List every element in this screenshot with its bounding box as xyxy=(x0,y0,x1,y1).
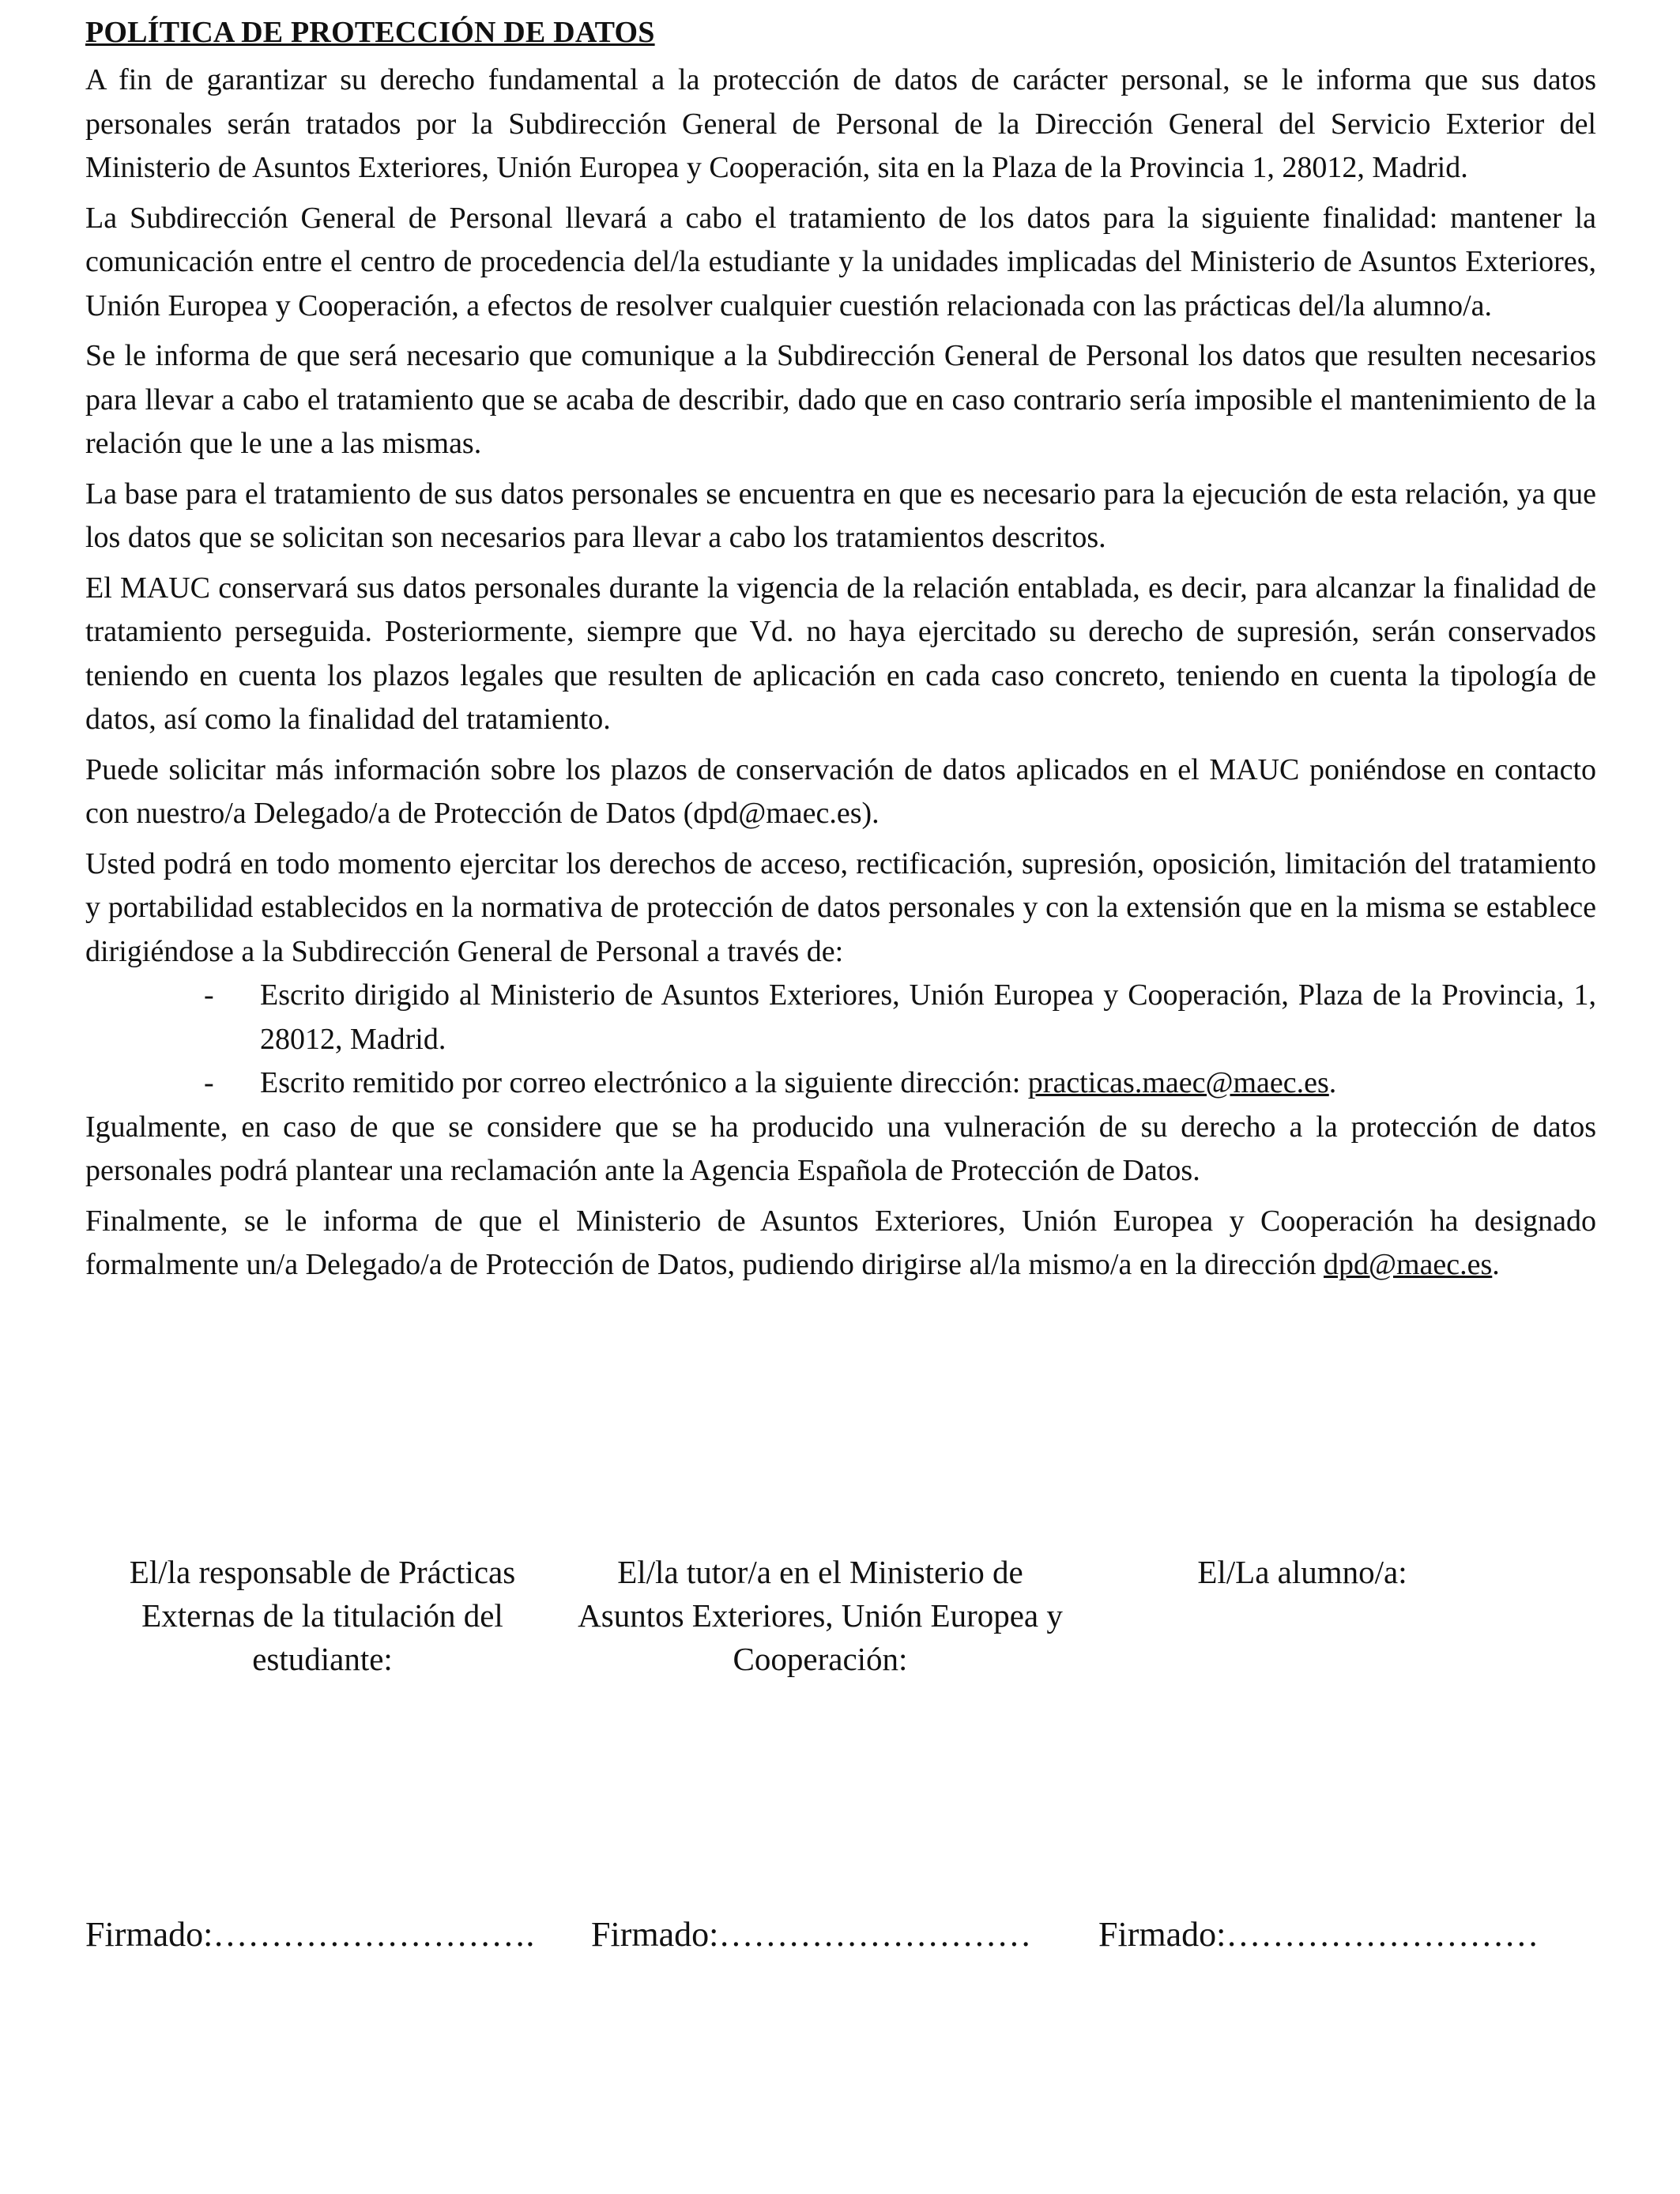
paragraph-delegado-text: Finalmente, se le informa de que el Ministerio de Asuntos Exteriores, Unión Europea y Cooperación ha designado formalmente un/a Delegado/a de Protección de Datos, pudiendo dirigirse al/la mismo/a en la dirección xyxy=(85,1204,1596,1281)
paragraph-derechos: Usted podrá en todo momento ejercitar los derechos de acceso, rectificación, supresión, oposición, limitación del tratamiento y portabilidad establecidos en la normativa de protección de datos personales y con la extensión que en la misma se establece dirigiéndose a la Subdirección General de Personal a través de: xyxy=(85,846,1596,968)
list-item xyxy=(85,974,1596,1061)
paragraph-reclamacion: Igualmente, en caso de que se considere que se ha producido una vulneración de su derecho a la protección de datos personales podrá plantear una reclamación ante la Agencia Española de Protección de Datos. xyxy=(85,1110,1596,1187)
paragraph-obligacion: Se le informa de que será necesario que comunique a la Subdirección General de Personal los datos que resulten necesarios para llevar a cabo el tratamiento que se acaba de describir, dado que en caso contrario sería imposible el mantenimiento de la relación que le une a las mismas. xyxy=(85,339,1596,460)
paragraph-delegado xyxy=(85,1200,1596,1287)
page-title: POLÍTICA DE PROTECCIÓN DE DATOS xyxy=(85,16,655,49)
paragraph-conservacion: El MAUC conservará sus datos personales durante la vigencia de la relación entablada, es decir, para alcanzar la finalidad de tratamiento perseguida. Posteriormente, siempre que Vd. no haya ejercitado su derecho de supresión, serán conservados teniendo en cuenta los plazos legales que resulten de aplicación en cada caso concreto, teniendo en cuenta la tipología de datos, así como la finalidad del tratamiento. xyxy=(85,571,1596,736)
paragraph-mas-informacion: Puede solicitar más información sobre los plazos de conservación de datos aplicados en el MAUC poniéndose en contacto con nuestro/a Delegado/a de Protección de Datos (dpd@maec.es). xyxy=(85,752,1596,830)
dash-bullet: - xyxy=(204,978,214,1012)
policy-body xyxy=(85,11,1596,1294)
list-item xyxy=(85,1061,1596,1106)
paragraph-base-legal: La base para el tratamiento de sus datos personales se encuentra en que es necesario para la ejecución de esta relación, ya que los datos que se solicitan son necesarios para llevar a cabo los tratamientos descritos. xyxy=(85,477,1596,554)
list-item-text: Escrito dirigido al Ministerio de Asuntos Exteriores, Unión Europea y Cooperación, Plaza de la Provincia, 1, 28012, Madrid. xyxy=(260,978,1596,1056)
signatory-alumno: El/La alumno/a: xyxy=(1197,1554,1407,1590)
list-item-text: Escrito remitido por correo electrónico a la siguiente dirección: xyxy=(260,1066,1028,1099)
signatory-responsable: El/la responsable de Prácticas Externas de la titulación del estudiante: xyxy=(129,1554,516,1677)
signature-line-alumno[interactable]: Firmado:……………………… xyxy=(1098,1915,1539,1954)
signatory-tutor: El/la tutor/a en el Ministerio de Asuntos Exteriores, Unión Europea y Cooperación: xyxy=(578,1554,1063,1677)
dash-bullet: - xyxy=(204,1066,214,1099)
signature-line-responsable[interactable]: Firmado:………………………. xyxy=(85,1915,535,1954)
paragraph-finalidad: La Subdirección General de Personal llevará a cabo el tratamiento de los datos para la siguiente finalidad: mantener la comunicación entre el centro de procedencia del/la estudiante y la unidades implicadas del Ministerio de Asuntos Exteriores, Unión Europea y Cooperación, a efectos de resolver cualquier cuestión relacionada con las prácticas del/la alumno/a. xyxy=(85,201,1596,322)
paragraph-delegado-end: . xyxy=(1492,1248,1500,1281)
email-link-practicas[interactable]: practicas.maec@maec.es xyxy=(1027,1066,1329,1099)
paragraph-responsable: A fin de garantizar su derecho fundamental a la protección de datos de carácter personal, se le informa que sus datos personales serán tratados por la Subdirección General de Personal de la Dirección General del Servicio Exterior del Ministerio de Asuntos Exteriores, Unión Europea y Cooperación, sita en la Plaza de la Provincia 1, 28012, Madrid. xyxy=(85,63,1596,184)
email-link-dpd[interactable]: dpd@maec.es xyxy=(1323,1248,1493,1281)
signature-line-tutor[interactable]: Firmado:……………………… xyxy=(591,1915,1032,1954)
rights-channels-list xyxy=(85,974,1596,1106)
list-item-end: . xyxy=(1328,1066,1337,1099)
